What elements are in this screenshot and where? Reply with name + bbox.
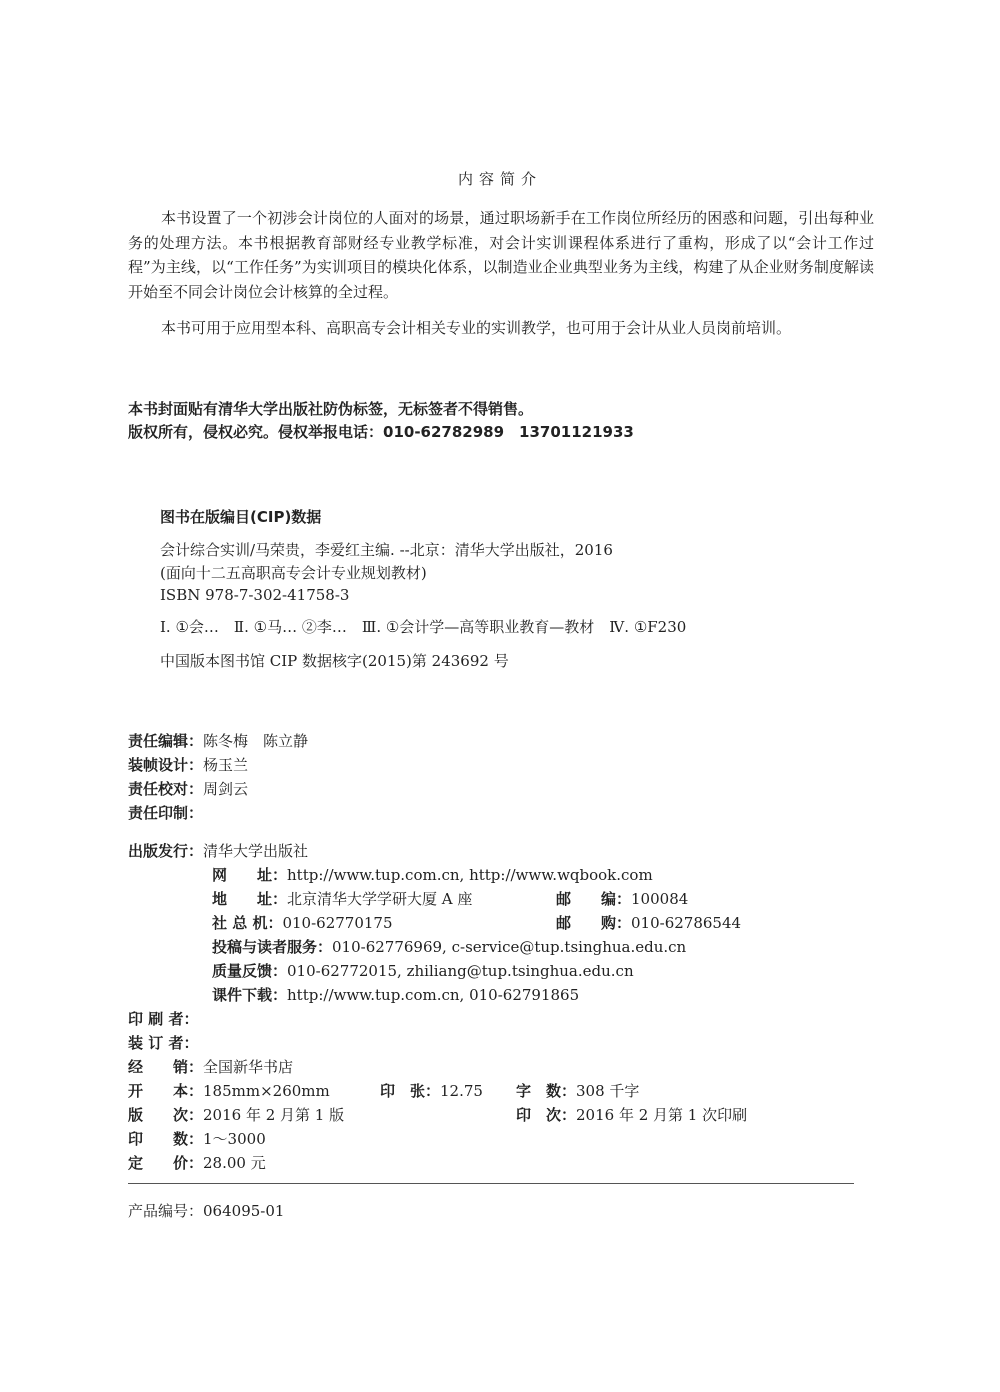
cip-record-number: 中国版本图书馆 CIP 数据核字(2015)第 243692 号 (160, 652, 509, 670)
run-label: 印 数： (128, 1130, 204, 1148)
intro-paragraph-2: 本书可用于应用型本科、高职高专会计相关专业的实训教学，也可用于会计从业人员岗前培训。 (161, 319, 792, 337)
sheets-value: 12.75 (440, 1082, 483, 1100)
addr-value: 北京清华大学学研大厦 A 座 (287, 890, 473, 908)
product-label: 产品编号： (128, 1202, 204, 1220)
proof-value: 周剑云 (203, 780, 249, 798)
cip-heading: 图书在版编目(CIP)数据 (160, 508, 322, 526)
edition-line (128, 1104, 344, 1125)
dist-label: 经 销： (128, 1058, 204, 1076)
publisher-submissions (212, 936, 686, 957)
buy-label: 邮 购： (556, 914, 632, 932)
price-label: 定 价： (128, 1154, 204, 1172)
proof-label: 责任校对： (128, 780, 204, 798)
sheets-label: 印 张： (380, 1082, 441, 1100)
publisher-postcode (556, 888, 688, 909)
post-label: 邮 编： (556, 890, 632, 908)
binder-label: 装 订 者： (128, 1034, 199, 1052)
edition-label: 版 次： (128, 1106, 204, 1124)
words-label: 字 数： (516, 1082, 577, 1100)
editors-value: 陈冬梅 陈立静 (203, 732, 309, 750)
impression-line (516, 1104, 747, 1125)
printer-line (128, 1008, 198, 1029)
format-label: 开 本： (128, 1082, 204, 1100)
format-line (128, 1080, 330, 1101)
cip-series-line: (面向十二五高职高专会计专业规划教材) (160, 564, 427, 582)
cip-title-line: 会计综合实训/马荣贵，李爱红主编. --北京：清华大学出版社，2016 (160, 541, 613, 559)
impression-label: 印 次： (516, 1106, 577, 1124)
printer-label: 印 刷 者： (128, 1010, 199, 1028)
switch-value: 010-62770175 (282, 914, 393, 932)
print-label: 责任印制： (128, 804, 204, 822)
run-value: 1～3000 (203, 1130, 266, 1148)
separator-rule (128, 1183, 854, 1184)
post-value: 100084 (631, 890, 689, 908)
words-line (516, 1080, 639, 1101)
design-value: 杨玉兰 (203, 756, 249, 774)
publisher-downloads (212, 984, 579, 1005)
web-value: http://www.tup.com.cn, http://www.wqbook.com (287, 866, 653, 884)
web-label: 网 址： (212, 866, 288, 884)
cip-isbn: ISBN 978-7-302-41758-3 (160, 586, 350, 604)
credit-design (128, 754, 248, 775)
publisher-name: 清华大学出版社 (203, 842, 309, 860)
publisher-label: 出版发行： (128, 842, 204, 860)
binder-line (128, 1032, 198, 1053)
publisher-line (128, 840, 308, 861)
product-value: 064095-01 (203, 1202, 285, 1220)
buy-value: 010-62786544 (631, 914, 742, 932)
dist-value: 全国新华书店 (203, 1058, 294, 1076)
submit-value: 010-62776969, c-service@tup.tsinghua.edu.cn (332, 938, 687, 956)
print-run-line (128, 1128, 266, 1149)
switch-label: 社 总 机： (212, 914, 283, 932)
price-value: 28.00 元 (203, 1154, 266, 1172)
download-label: 课件下载： (212, 986, 288, 1004)
credit-editors (128, 730, 308, 751)
copyright-notice: 版权所有，侵权必究。侵权举报电话：010-62782989 13701121933 (128, 423, 634, 441)
publisher-address (212, 888, 472, 909)
publisher-mail-order (556, 912, 741, 933)
publisher-quality (212, 960, 634, 981)
anti-counterfeit-notice: 本书封面贴有清华大学出版社防伪标签，无标签者不得销售。 (128, 400, 534, 418)
intro-title: 内容简介 (457, 170, 542, 188)
editors-label: 责任编辑： (128, 732, 204, 750)
sheets-line (380, 1080, 483, 1101)
credit-printing (128, 802, 203, 823)
addr-label: 地 址： (212, 890, 288, 908)
quality-label: 质量反馈： (212, 962, 288, 980)
download-value: http://www.tup.com.cn, 010-62791865 (287, 986, 580, 1004)
submit-label: 投稿与读者服务： (212, 938, 333, 956)
words-value: 308 千字 (576, 1082, 640, 1100)
price-line (128, 1152, 266, 1173)
product-code-line (128, 1200, 284, 1221)
format-value: 185mm×260mm (203, 1082, 330, 1100)
design-label: 装帧设计： (128, 756, 204, 774)
cip-classification: Ⅰ. ①会… Ⅱ. ①马… ②李… Ⅲ. ①会计学—高等职业教育—教材 Ⅳ. ①F230 (160, 618, 687, 636)
credit-proofreader (128, 778, 248, 799)
distributor-line (128, 1056, 293, 1077)
edition-value: 2016 年 2 月第 1 版 (203, 1106, 345, 1124)
impression-value: 2016 年 2 月第 1 次印刷 (576, 1106, 748, 1124)
publisher-switchboard (212, 912, 393, 933)
quality-value: 010-62772015, zhiliang@tup.tsinghua.edu.cn (287, 962, 634, 980)
publisher-website (212, 864, 653, 885)
intro-paragraph-1: 本书设置了一个初涉会计岗位的人面对的场景，通过职场新手在工作岗位所经历的困惑和问题，引出每种业务的处理方法。本书根据教育部财经专业教学标准，对会计实训课程体系进行了重构，形成了以“会计工作过程”为主线，以“工作任务”为实训项目的模块化体系，以制造业企业典型业务为主线，构建了从企业财务制度解读开始至不同会计岗位会计核算的全过程。 (128, 209, 874, 301)
